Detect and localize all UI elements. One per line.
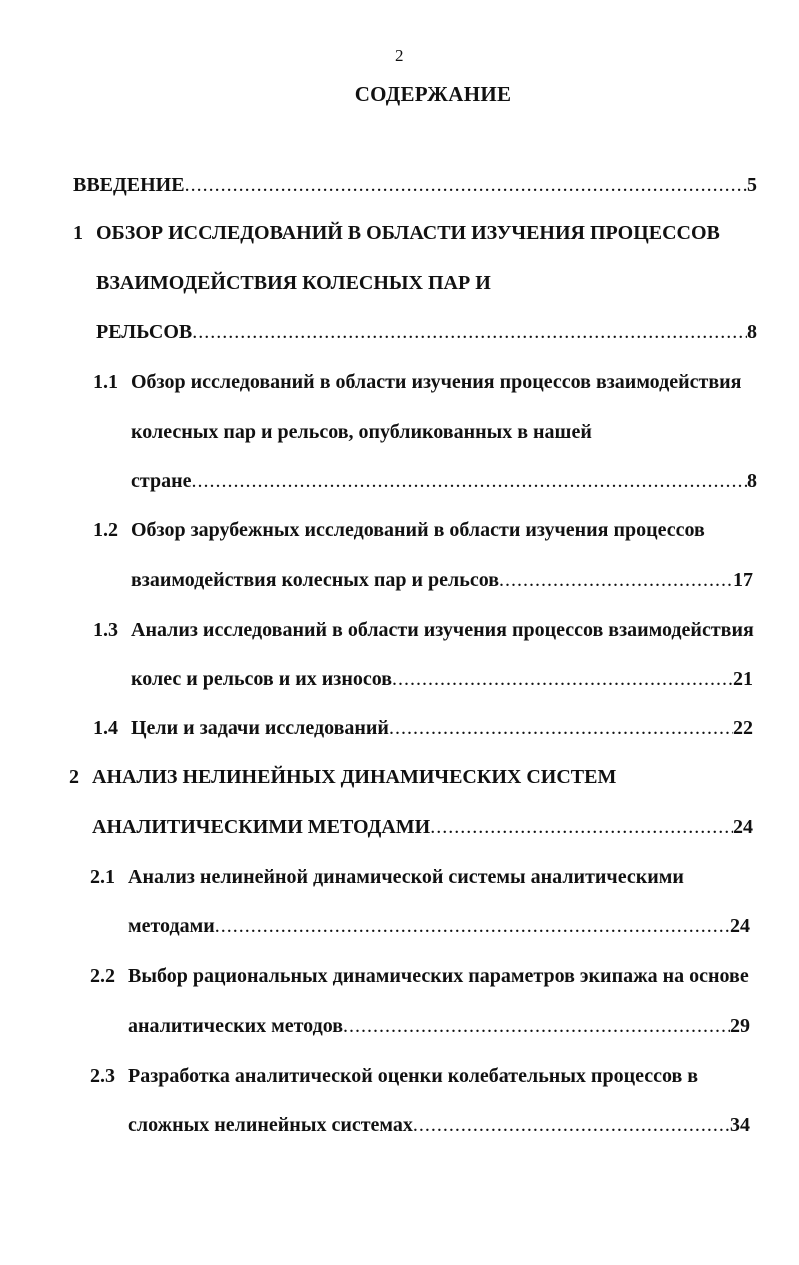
toc-page-number: 22 (733, 717, 753, 739)
toc-section-number: 1.1 (93, 371, 118, 393)
toc-section-1-3-line2 (131, 664, 753, 694)
toc-entry-text: АНАЛИЗ НЕЛИНЕЙНЫХ ДИНАМИЧЕСКИХ СИСТЕМ (92, 766, 617, 788)
toc-chapter-1-line1 (73, 218, 757, 248)
toc-section-1-3-line1 (93, 615, 757, 645)
toc-section-2-3-line1 (90, 1061, 753, 1091)
toc-chapter-2-line1 (69, 762, 753, 792)
toc-chapter-1-line3 (96, 317, 757, 347)
toc-page-number: 17 (733, 569, 753, 591)
toc-page-number: 24 (733, 816, 753, 838)
toc-section-2-2-line1 (90, 961, 753, 991)
toc-entry-text: ВВЕДЕНИЕ (73, 174, 185, 196)
toc-chapter-1-line2 (96, 268, 757, 298)
toc-entry-text: взаимодействия колесных пар и рельсов (131, 569, 500, 591)
page-number: 2 (395, 46, 404, 65)
toc-section-number: 1.2 (93, 519, 118, 541)
toc-entry-text: ОБЗОР ИССЛЕДОВАНИЙ В ОБЛАСТИ ИЗУЧЕНИЯ ПРОЦЕССОВ (96, 222, 720, 244)
toc-leader-dots (430, 812, 733, 842)
toc-section-1-4 (93, 713, 753, 743)
toc-entry-text: Цели и задачи исследований (131, 717, 389, 739)
toc-section-1-1-line2 (131, 417, 757, 447)
toc-entry-text: колесных пар и рельсов, опубликованных в нашей (131, 421, 592, 443)
toc-leader-dots (191, 466, 747, 496)
toc-section-2-1-line2 (128, 911, 750, 941)
toc-entry-text: аналитических методов (128, 1015, 344, 1037)
toc-section-number: 1.3 (93, 619, 118, 641)
toc-page-number: 34 (730, 1114, 750, 1136)
toc-section-1-2-line2 (131, 565, 753, 595)
toc-entry-text: стране (131, 470, 192, 492)
toc-entry-text: сложных нелинейных системах (128, 1114, 413, 1136)
toc-entry-text: РЕЛЬСОВ (96, 321, 193, 343)
toc-leader-dots (343, 1011, 730, 1041)
toc-entry-text: колес и рельсов и их износов (131, 668, 393, 690)
toc-section-number: 2.3 (90, 1065, 115, 1087)
toc-section-2-3-line2 (128, 1110, 750, 1140)
toc-section-1-1-line3 (131, 466, 757, 496)
toc-leader-dots (215, 911, 730, 941)
toc-section-2-2-line2 (128, 1011, 750, 1041)
toc-leader-dots (185, 170, 747, 200)
toc-chapter-number: 1 (73, 222, 83, 244)
toc-entry-text: Анализ исследований в области изучения процессов взаимодействия (131, 619, 754, 641)
toc-entry-text: Анализ нелинейной динамической системы аналитическими (128, 866, 684, 888)
toc-entry-text: Разработка аналитической оценки колебательных процессов в (128, 1065, 699, 1087)
toc-leader-dots (389, 713, 733, 743)
toc-section-number: 2.2 (90, 965, 115, 987)
toc-page-number: 29 (730, 1015, 750, 1037)
page-title: СОДЕРЖАНИЕ (354, 82, 512, 106)
toc-entry-text: Выбор рациональных динамических параметров экипажа на основе (128, 965, 749, 987)
toc-section-number: 1.4 (93, 717, 118, 739)
toc-entry-intro (73, 170, 757, 200)
toc-page-number: 24 (730, 915, 750, 937)
toc-page-number: 5 (747, 174, 757, 196)
toc-entry-text: методами (128, 915, 215, 937)
toc-leader-dots (413, 1110, 730, 1140)
toc-leader-dots (192, 317, 747, 347)
toc-chapter-number: 2 (69, 766, 79, 788)
toc-leader-dots (392, 664, 733, 694)
toc-entry-text: ВЗАИМОДЕЙСТВИЯ КОЛЕСНЫХ ПАР И (96, 272, 491, 294)
toc-entry-text: АНАЛИТИЧЕСКИМИ МЕТОДАМИ (92, 816, 431, 838)
toc-section-1-2-line1 (93, 515, 757, 545)
toc-section-2-1-line1 (90, 862, 753, 892)
toc-page-number: 8 (747, 470, 757, 492)
toc-chapter-2-line2 (92, 812, 753, 842)
toc-leader-dots (499, 565, 733, 595)
toc-page-number: 21 (733, 668, 753, 690)
toc-section-number: 2.1 (90, 866, 115, 888)
toc-entry-text: Обзор исследований в области изучения процессов взаимодействия (131, 371, 742, 393)
toc-page-number: 8 (747, 321, 757, 343)
toc-entry-text: Обзор зарубежных исследований в области изучения процессов (131, 519, 705, 541)
toc-section-1-1-line1 (93, 367, 757, 397)
